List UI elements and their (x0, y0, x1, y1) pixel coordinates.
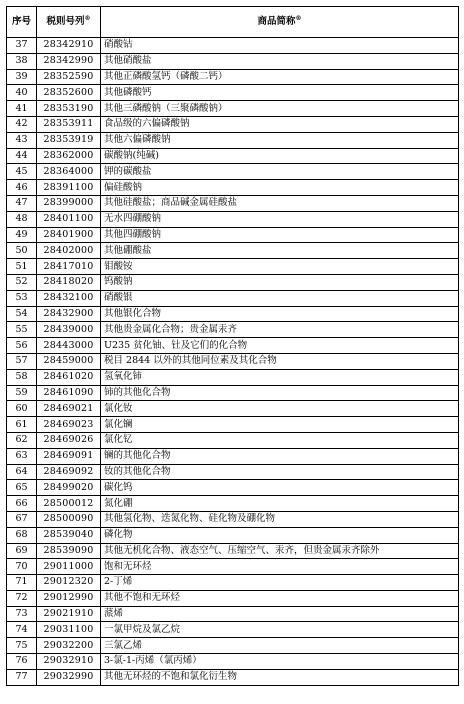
table-row (7, 622, 459, 638)
row-index: 38 (7, 53, 37, 69)
row-tariff-code: 29032200 (37, 638, 101, 654)
table-row (7, 432, 459, 448)
row-product-name: 三氯乙烯 (101, 638, 459, 654)
table-row (7, 53, 459, 69)
row-product-name: 一氯甲烷及氯乙烷 (101, 622, 459, 638)
row-index: 46 (7, 180, 37, 196)
row-tariff-code: 29032990 (37, 669, 101, 685)
table-row (7, 369, 459, 385)
table-row (7, 38, 459, 54)
row-product-name: 食品级的六偏磷酸钠 (101, 116, 459, 132)
row-index: 41 (7, 101, 37, 117)
table-row (7, 85, 459, 101)
row-index: 44 (7, 148, 37, 164)
table-row (7, 480, 459, 496)
row-index: 43 (7, 132, 37, 148)
row-product-name: 碳酸钠(纯碱) (101, 148, 459, 164)
row-product-name: 钕的其他化合物 (101, 464, 459, 480)
header-index (7, 7, 37, 38)
table-row (7, 274, 459, 290)
row-product-name: 硝酸钴 (101, 38, 459, 54)
row-product-name: 其他硅酸盐；商品碱金属硅酸盐 (101, 195, 459, 211)
header-code-label: 税则号列 (46, 16, 85, 27)
table-row (7, 290, 459, 306)
row-product-name: 偏硅酸钠 (101, 180, 459, 196)
row-index: 54 (7, 306, 37, 322)
row-tariff-code: 28469023 (37, 417, 101, 433)
row-tariff-code: 29011000 (37, 559, 101, 575)
row-index: 52 (7, 274, 37, 290)
row-product-name: U235 贫化铀、钍及它们的化合物 (101, 338, 459, 354)
row-tariff-code: 28469092 (37, 464, 101, 480)
row-index: 51 (7, 259, 37, 275)
row-tariff-code: 28342910 (37, 38, 101, 54)
row-index: 60 (7, 401, 37, 417)
table-row (7, 148, 459, 164)
row-index: 64 (7, 464, 37, 480)
row-product-name: 其他六偏磷酸钠 (101, 132, 459, 148)
row-tariff-code: 29031100 (37, 622, 101, 638)
row-tariff-code: 28417010 (37, 259, 101, 275)
row-tariff-code: 28499020 (37, 480, 101, 496)
table-row (7, 243, 459, 259)
row-product-name: 无水四硼酸钠 (101, 211, 459, 227)
row-product-name: 其他贵金属化合物；贵金属汞齐 (101, 322, 459, 338)
row-tariff-code: 28362000 (37, 148, 101, 164)
row-tariff-code: 28539090 (37, 543, 101, 559)
row-product-name: 蒎烯 (101, 606, 459, 622)
row-index: 56 (7, 338, 37, 354)
row-index: 72 (7, 590, 37, 606)
row-tariff-code: 28352590 (37, 69, 101, 85)
table-row (7, 164, 459, 180)
row-tariff-code: 28391100 (37, 180, 101, 196)
table-row (7, 338, 459, 354)
row-product-name: 其他无环烃的不饱和氯化衍生物 (101, 669, 459, 685)
row-index: 45 (7, 164, 37, 180)
table-row (7, 353, 459, 369)
row-product-name: 2-丁烯 (101, 575, 459, 591)
row-tariff-code: 29012320 (37, 575, 101, 591)
row-tariff-code: 28469026 (37, 432, 101, 448)
row-tariff-code: 28539040 (37, 527, 101, 543)
row-index: 66 (7, 496, 37, 512)
table-row (7, 322, 459, 338)
row-index: 61 (7, 417, 37, 433)
row-index: 69 (7, 543, 37, 559)
row-index: 74 (7, 622, 37, 638)
table-row (7, 606, 459, 622)
table-row (7, 417, 459, 433)
row-product-name: 磷化物 (101, 527, 459, 543)
table-row (7, 448, 459, 464)
header-name-label: 商品简称 (257, 16, 296, 27)
row-product-name: 其他磷酸钙 (101, 85, 459, 101)
row-product-name: 氯化钕 (101, 401, 459, 417)
header-code-footnote-mark: ® (84, 14, 91, 22)
header-row (7, 7, 459, 38)
row-index: 37 (7, 38, 37, 54)
table-row (7, 69, 459, 85)
table-row (7, 464, 459, 480)
row-tariff-code: 29012990 (37, 590, 101, 606)
row-tariff-code: 28342990 (37, 53, 101, 69)
row-index: 68 (7, 527, 37, 543)
row-tariff-code: 28459000 (37, 353, 101, 369)
row-tariff-code: 28353911 (37, 116, 101, 132)
header-name (101, 7, 459, 38)
row-index: 55 (7, 322, 37, 338)
table-row (7, 195, 459, 211)
row-index: 62 (7, 432, 37, 448)
row-product-name: 氮化硼 (101, 496, 459, 512)
row-index: 57 (7, 353, 37, 369)
table-row (7, 101, 459, 117)
tariff-table (6, 6, 459, 686)
table-row (7, 116, 459, 132)
row-product-name: 税目 2844 以外的其他同位素及其化合物 (101, 353, 459, 369)
row-product-name: 其他无机化合物、液态空气、压缩空气、汞齐，但贵金属汞齐除外 (101, 543, 459, 559)
row-index: 50 (7, 243, 37, 259)
row-tariff-code: 28353919 (37, 132, 101, 148)
row-tariff-code: 28461020 (37, 369, 101, 385)
table-row (7, 180, 459, 196)
table-row (7, 132, 459, 148)
table-row (7, 401, 459, 417)
row-tariff-code: 29032910 (37, 654, 101, 670)
row-index: 77 (7, 669, 37, 685)
table-header (7, 7, 459, 38)
row-tariff-code: 28500090 (37, 511, 101, 527)
header-code (37, 7, 101, 38)
row-product-name: 其他四硼酸钠 (101, 227, 459, 243)
row-product-name: 其他硼酸盐 (101, 243, 459, 259)
row-index: 67 (7, 511, 37, 527)
row-tariff-code: 28439000 (37, 322, 101, 338)
table-row (7, 575, 459, 591)
table-row (7, 227, 459, 243)
table-row (7, 590, 459, 606)
row-index: 53 (7, 290, 37, 306)
row-index: 70 (7, 559, 37, 575)
row-product-name: 氯化镧 (101, 417, 459, 433)
table-row (7, 669, 459, 685)
table-row (7, 654, 459, 670)
row-tariff-code: 28402000 (37, 243, 101, 259)
row-product-name: 碳化钨 (101, 480, 459, 496)
row-tariff-code: 28401100 (37, 211, 101, 227)
row-tariff-code: 28352600 (37, 85, 101, 101)
row-index: 71 (7, 575, 37, 591)
row-product-name: 硝酸银 (101, 290, 459, 306)
row-index: 76 (7, 654, 37, 670)
row-product-name: 氢氧化铈 (101, 369, 459, 385)
row-tariff-code: 28432900 (37, 306, 101, 322)
row-product-name: 钼酸铵 (101, 259, 459, 275)
row-tariff-code: 28469021 (37, 401, 101, 417)
row-index: 42 (7, 116, 37, 132)
row-product-name: 铈的其他化合物 (101, 385, 459, 401)
table-row (7, 211, 459, 227)
row-tariff-code: 28401900 (37, 227, 101, 243)
row-tariff-code: 28399000 (37, 195, 101, 211)
row-tariff-code: 28443000 (37, 338, 101, 354)
row-index: 59 (7, 385, 37, 401)
row-tariff-code: 28461090 (37, 385, 101, 401)
table-row (7, 496, 459, 512)
row-product-name: 其他三磷酸钠（三聚磷酸钠） (101, 101, 459, 117)
row-tariff-code: 29021910 (37, 606, 101, 622)
row-index: 63 (7, 448, 37, 464)
row-product-name: 其他正磷酸氢钙（磷酸二钙） (101, 69, 459, 85)
row-product-name: 其他氢化物、迭氮化物、硅化物及硼化物 (101, 511, 459, 527)
row-tariff-code: 28469091 (37, 448, 101, 464)
row-tariff-code: 28353190 (37, 101, 101, 117)
row-tariff-code: 28500012 (37, 496, 101, 512)
table-row (7, 511, 459, 527)
row-index: 58 (7, 369, 37, 385)
row-product-name: 氯化钇 (101, 432, 459, 448)
row-index: 65 (7, 480, 37, 496)
table-row (7, 638, 459, 654)
table-body (7, 38, 459, 686)
table-row (7, 543, 459, 559)
row-product-name: 其他银化合物 (101, 306, 459, 322)
row-product-name: 其他不饱和无环烃 (101, 590, 459, 606)
row-product-name: 其他硝酸盐 (101, 53, 459, 69)
row-product-name: 钾的碳酸盐 (101, 164, 459, 180)
row-tariff-code: 28364000 (37, 164, 101, 180)
row-index: 49 (7, 227, 37, 243)
table-row (7, 527, 459, 543)
row-product-name: 镧的其他化合物 (101, 448, 459, 464)
row-index: 40 (7, 85, 37, 101)
table-row (7, 259, 459, 275)
row-product-name: 3-氯-1-丙烯（氯丙烯） (101, 654, 459, 670)
header-index-label: 序号 (11, 16, 31, 27)
row-product-name: 饱和无环烃 (101, 559, 459, 575)
row-index: 39 (7, 69, 37, 85)
table-row (7, 306, 459, 322)
row-index: 75 (7, 638, 37, 654)
row-tariff-code: 28432100 (37, 290, 101, 306)
row-index: 48 (7, 211, 37, 227)
row-product-name: 钨酸钠 (101, 274, 459, 290)
row-index: 47 (7, 195, 37, 211)
table-row (7, 559, 459, 575)
header-name-footnote-mark: ® (295, 14, 302, 22)
tariff-table-container (6, 6, 458, 686)
row-tariff-code: 28418020 (37, 274, 101, 290)
row-index: 73 (7, 606, 37, 622)
table-row (7, 385, 459, 401)
